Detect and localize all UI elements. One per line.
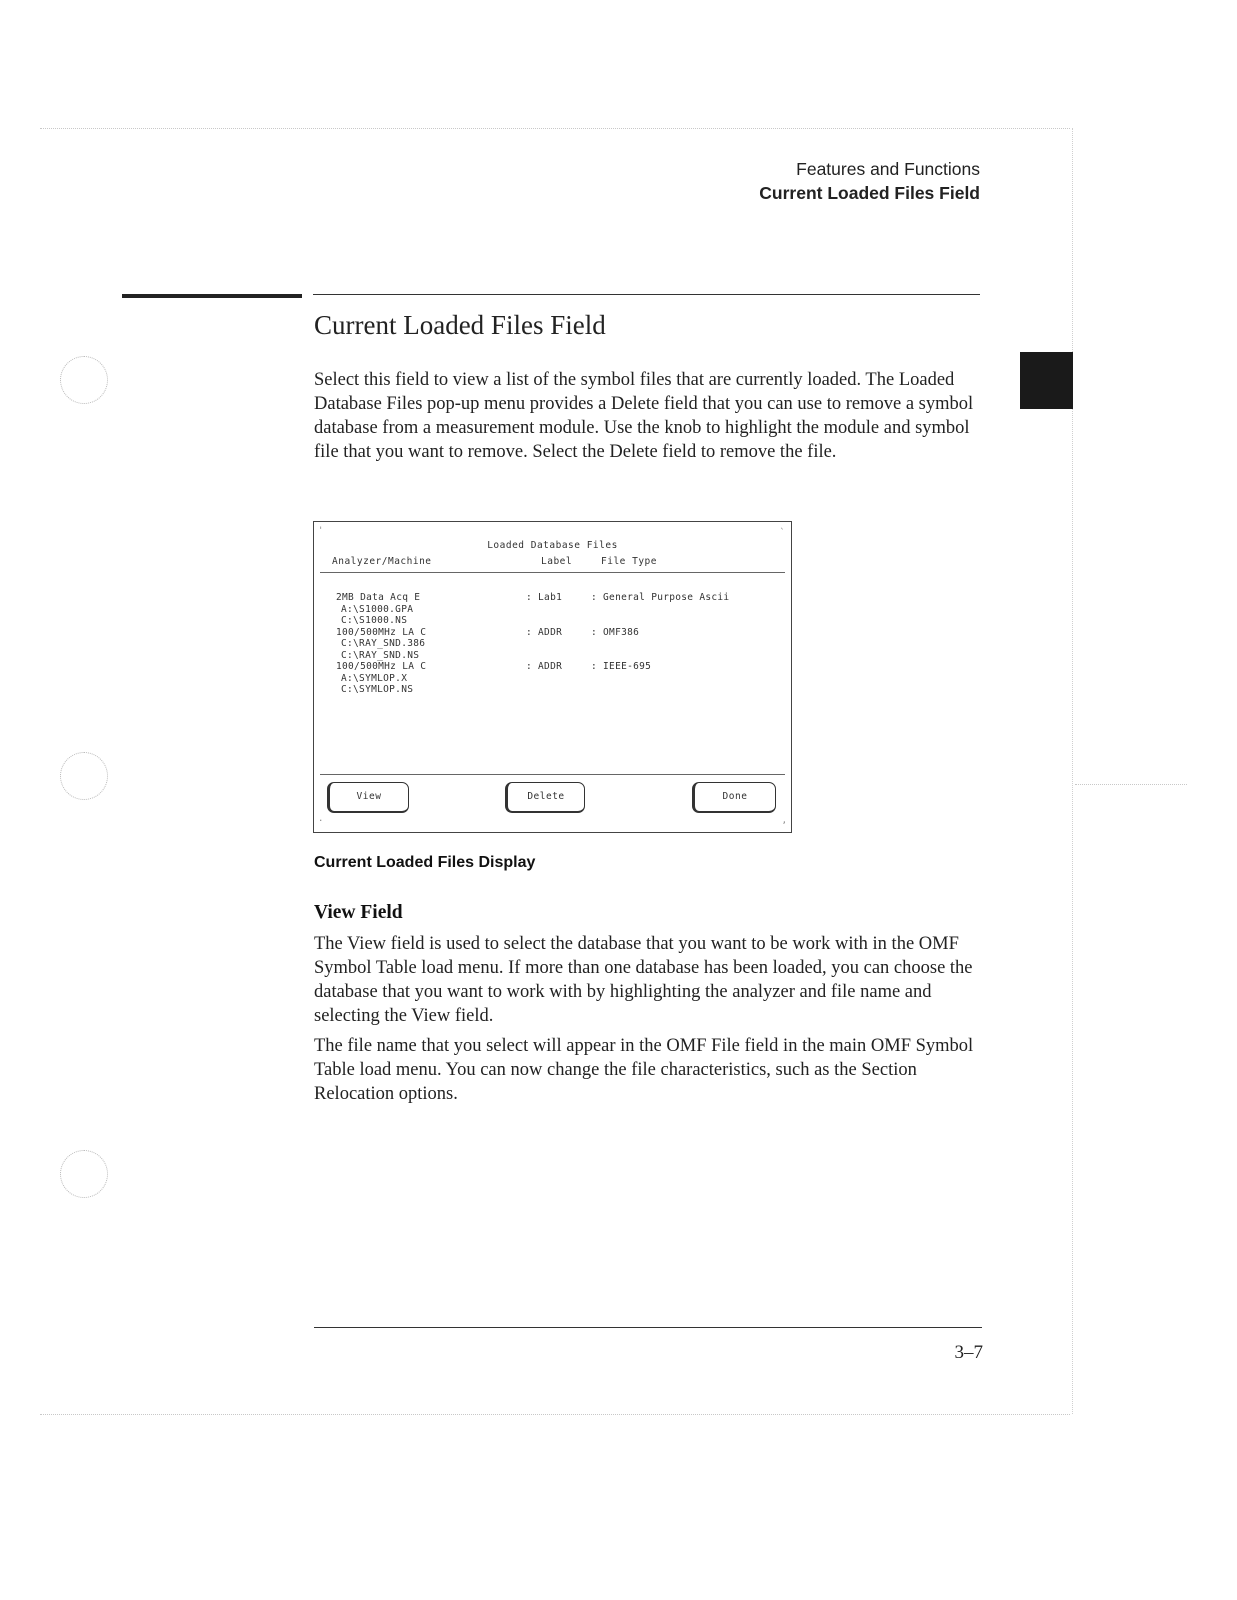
running-head-chapter: Features and Functions: [796, 159, 980, 179]
file-list-row[interactable]: [336, 615, 781, 627]
analyzer-machine-name: 2MB Data Acq E: [336, 592, 421, 603]
loaded-database-files-screen: [313, 521, 792, 833]
section-title: Current Loaded Files Field: [314, 310, 606, 340]
file-list-row[interactable]: [336, 673, 781, 685]
binder-hole-bottom: [60, 1150, 108, 1198]
row-label: : Lab1: [526, 592, 563, 603]
done-button[interactable]: Done: [692, 782, 776, 813]
analyzer-machine-name: 100/500MHz LA C: [336, 626, 427, 638]
screen-title: Loaded Database Files: [487, 540, 618, 551]
file-path: C:\SYMLOP.NS: [341, 684, 414, 695]
file-path: C:\RAY_SND.386: [341, 638, 426, 649]
file-list-row[interactable]: [336, 592, 781, 604]
file-list-row[interactable]: [336, 650, 781, 662]
corner-mark-tr: `: [779, 528, 785, 538]
running-head: [759, 157, 980, 205]
binder-hole-middle: [60, 752, 108, 800]
page-edge-dotted-line: [1072, 128, 1073, 1414]
row-file-type: : General Purpose Ascii: [591, 592, 730, 603]
column-header-analyzer: Analyzer/Machine: [332, 556, 432, 567]
row-label: : ADDR: [526, 626, 563, 638]
file-path: C:\S1000.NS: [341, 615, 408, 626]
footer-rule: [314, 1327, 982, 1328]
corner-mark-br: ,: [781, 816, 787, 826]
file-list-row[interactable]: [336, 627, 781, 639]
right-scan-dotted-line: [1075, 784, 1187, 785]
file-list-row[interactable]: [336, 638, 781, 650]
section-rule-thin: [313, 294, 980, 295]
page-number: 3–7: [954, 1342, 983, 1363]
binder-hole-top: [60, 356, 108, 404]
file-list-row[interactable]: [336, 604, 781, 616]
running-head-section: Current Loaded Files Field: [759, 183, 980, 203]
row-file-type: : OMF386: [591, 626, 640, 638]
file-path: C:\RAY_SND.NS: [341, 649, 420, 661]
chapter-thumb-tab: [1020, 352, 1073, 409]
view-field-heading: View Field: [314, 902, 403, 923]
file-path: A:\SYMLOP.X: [341, 672, 408, 684]
view-field-paragraph-1: The View field is used to select the database that you want to be work with in the OMF Symbol Table load menu. If more than one database has been loaded, you can choose the database that you want to work with by highlighting the analyzer and file name and selecting the View field.: [314, 934, 973, 1026]
file-path: A:\S1000.GPA: [341, 603, 414, 615]
section-paragraph: Select this field to view a list of the symbol files that are currently loaded. The Loaded Database Files pop-up menu provides a Delete field that you can use to remove a symbol database from a measurement module. Use the knob to highlight the module and symbol file that you want to remove. Select the Delete field to remove the file.: [314, 370, 974, 462]
button-divider: [320, 774, 785, 775]
corner-mark-bl: .: [318, 814, 324, 824]
column-header-label: Label: [541, 556, 573, 567]
figure-caption: Current Loaded Files Display: [314, 854, 536, 871]
corner-mark-tl: ': [318, 526, 324, 536]
view-field-paragraph-2: The file name that you select will appear in the OMF File field in the main OMF Symbol Table load menu. You can now change the file characteristics, such as the Section Relocation options.: [314, 1036, 974, 1104]
section-rule-thick: [122, 294, 302, 298]
view-button[interactable]: View: [327, 782, 409, 813]
file-list-row[interactable]: [336, 684, 781, 696]
bottom-scan-dotted-line: [40, 1414, 1070, 1415]
header-divider: [320, 572, 785, 573]
column-header-filetype: File Type: [601, 556, 657, 567]
file-list-row[interactable]: [336, 661, 781, 673]
row-label: : ADDR: [526, 661, 563, 672]
top-scan-dotted-line: [40, 128, 1070, 129]
analyzer-machine-name: 100/500MHz LA C: [336, 661, 427, 672]
file-list[interactable]: [336, 592, 781, 696]
row-file-type: : IEEE-695: [591, 661, 652, 672]
delete-button[interactable]: Delete: [505, 782, 585, 813]
